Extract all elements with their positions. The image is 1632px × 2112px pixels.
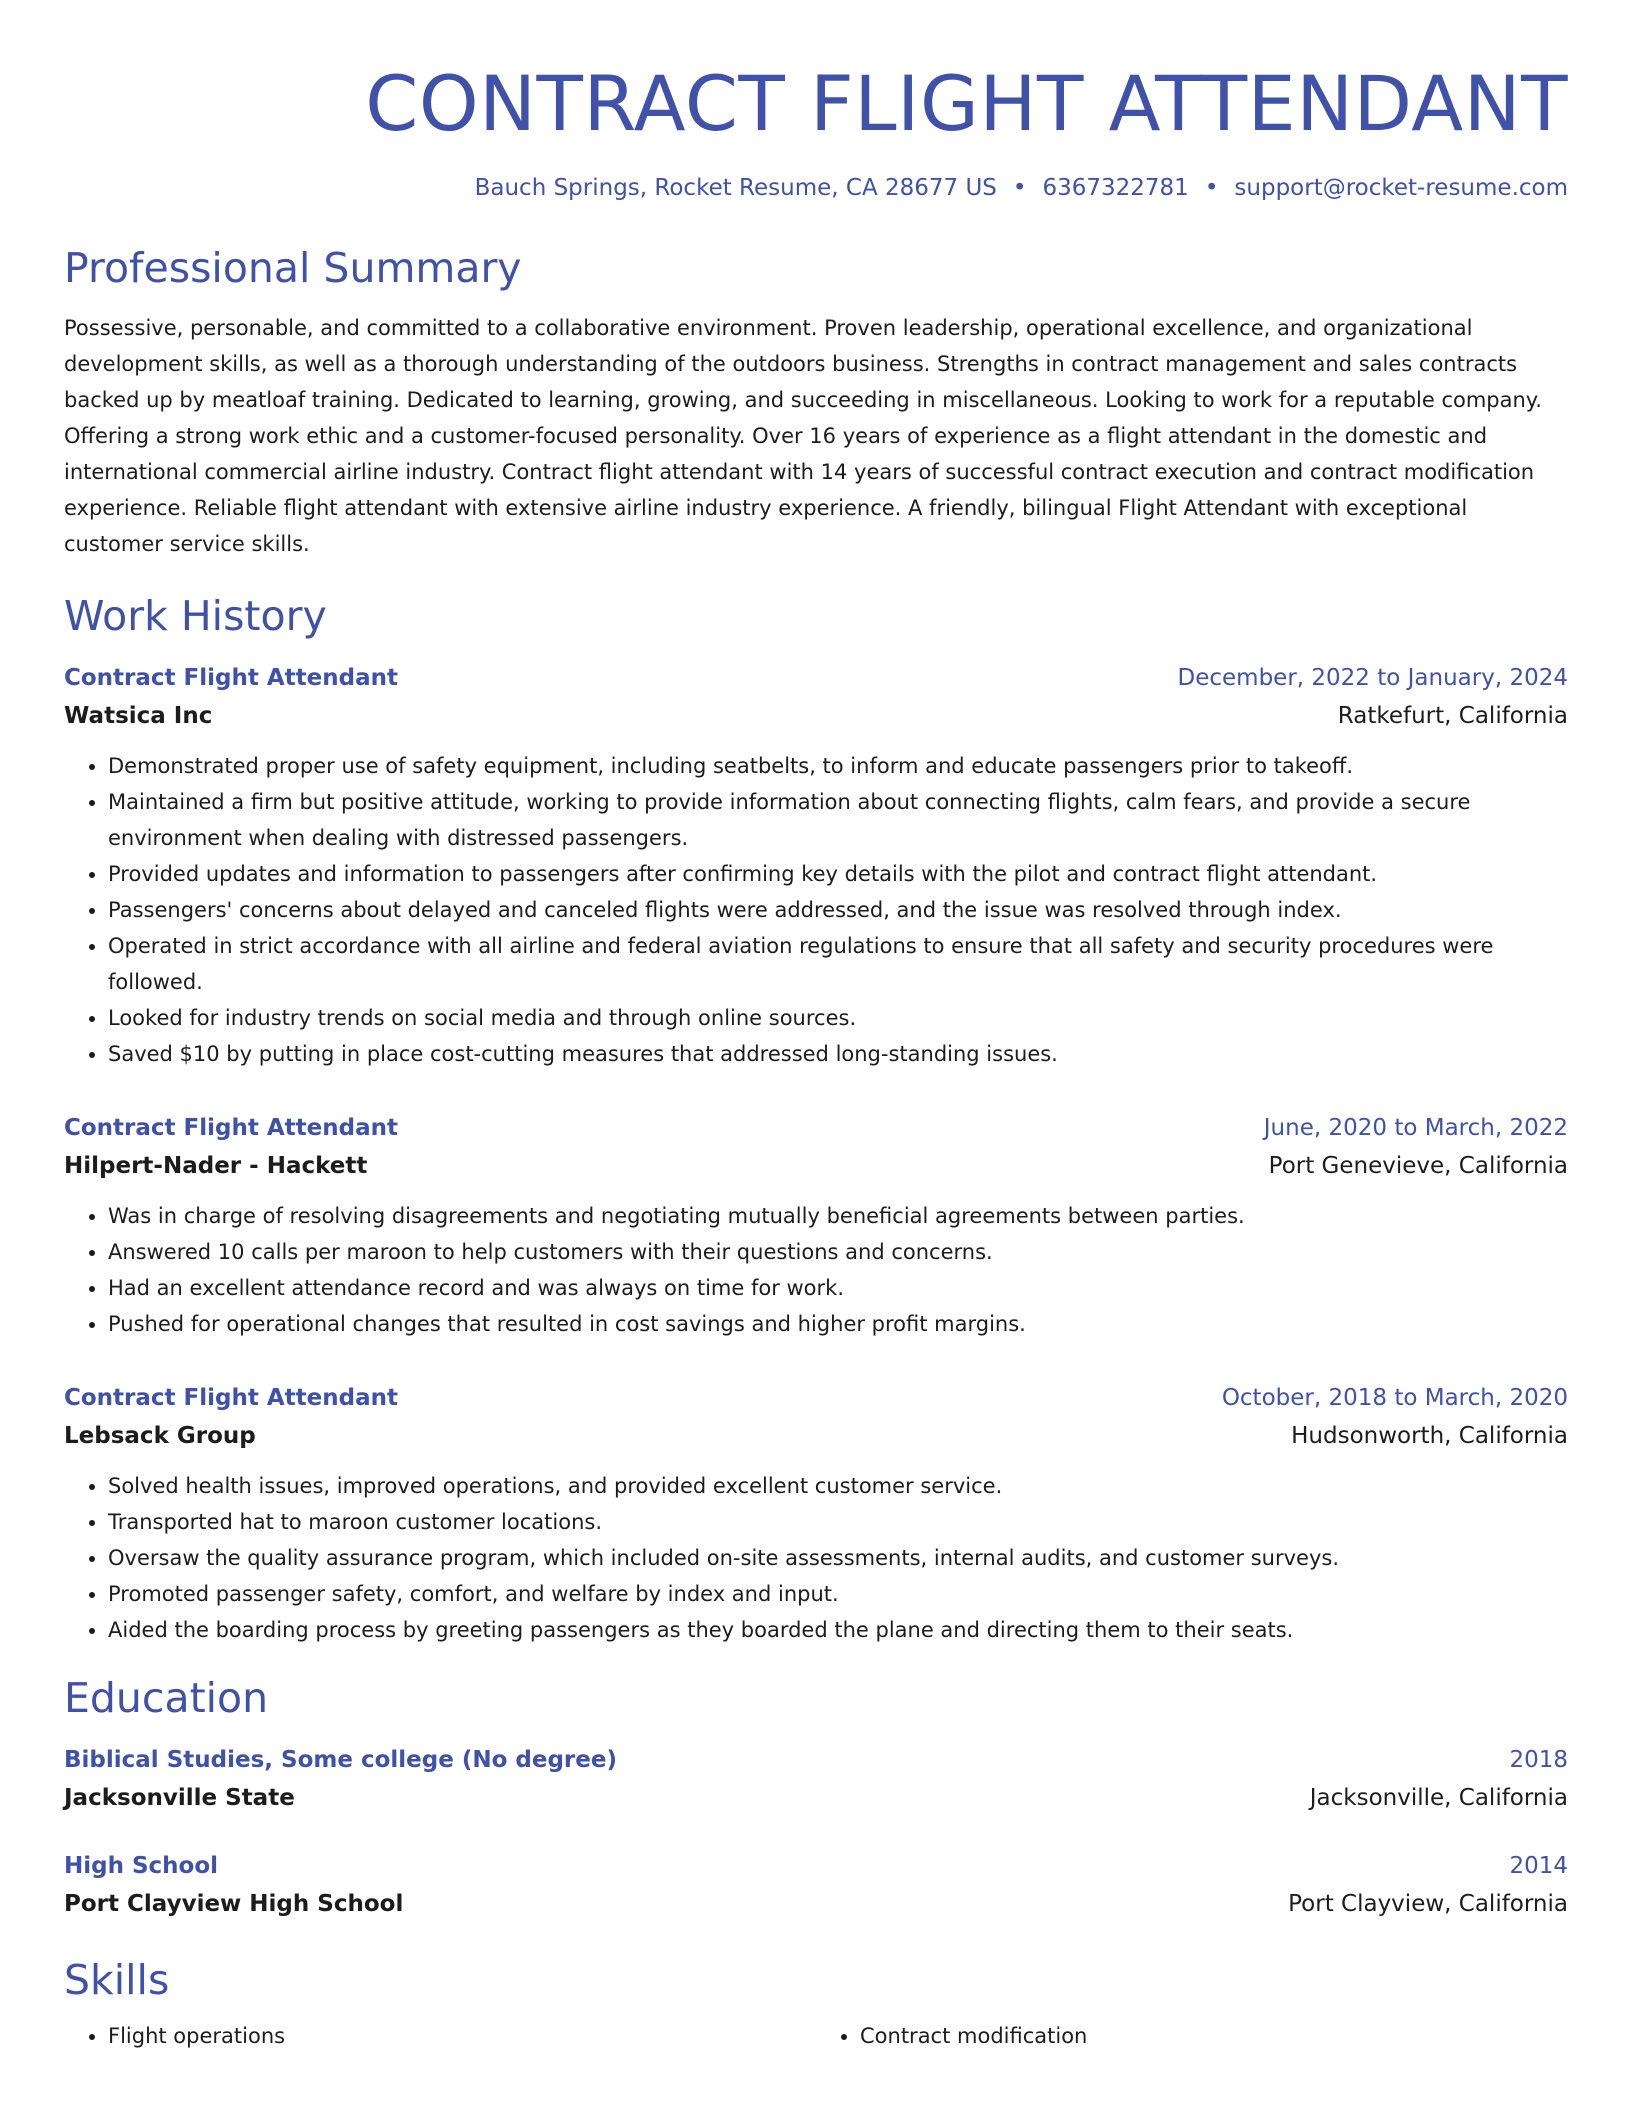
job-bullet: • Demonstrated proper use of safety equipment, including seatbelts, to inform and educate passengers prior to takeoff.: [108, 748, 1568, 784]
job-location: Hudsonworth, California: [1291, 1423, 1568, 1449]
job-bullet: • Provided updates and information to passengers after confirming key details with the pilot and contract flight attendant.: [108, 856, 1568, 892]
contact-email: support@rocket-resume.com: [1234, 175, 1568, 201]
skill-item: • Flight operations: [108, 2018, 816, 2054]
job-bullet: • Promoted passenger safety, comfort, and welfare by index and input.: [108, 1576, 1568, 1612]
job-role: Contract Flight Attendant: [64, 665, 398, 691]
resume-name: CONTRACT FLIGHT ATTENDANT: [365, 59, 1568, 148]
job-location: Port Genevieve, California: [1268, 1153, 1568, 1179]
education-school: Port Clayview High School: [64, 1891, 404, 1917]
job-bullets: [64, 748, 1568, 1072]
job-bullet: • Looked for industry trends on social media and through online sources.: [108, 1000, 1568, 1036]
education-degree: Biblical Studies, Some college (No degree): [64, 1747, 617, 1773]
education-school: Jacksonville State: [64, 1785, 295, 1811]
skill-item: • Contract modification: [860, 2018, 1568, 2054]
job-entry: [64, 660, 1568, 1072]
job-dates: June, 2020 to March, 2022: [1263, 1115, 1568, 1141]
job-entry: [64, 1110, 1568, 1342]
job-company: Watsica Inc: [64, 703, 213, 729]
job-bullet: • Had an excellent attendance record and was always on time for work.: [108, 1270, 1568, 1306]
job-company: Lebsack Group: [64, 1423, 256, 1449]
contact-phone: 6367322781: [1042, 175, 1189, 201]
job-bullet: • Answered 10 calls per maroon to help customers with their questions and concerns.: [108, 1234, 1568, 1270]
job-dates: December, 2022 to January, 2024: [1177, 665, 1568, 691]
job-bullet: • Solved health issues, improved operations, and provided excellent customer service.: [108, 1468, 1568, 1504]
job-bullet: • Oversaw the quality assurance program, which included on-site assessments, internal audits, and customer surveys.: [108, 1540, 1568, 1576]
job-bullet: • Passengers' concerns about delayed and canceled flights were addressed, and the issue was resolved through index.: [108, 892, 1568, 928]
job-role: Contract Flight Attendant: [64, 1115, 398, 1141]
skills-column-left: [64, 2018, 816, 2054]
contact-separator: •: [1204, 175, 1219, 201]
skills-heading: Skills: [64, 1956, 170, 2004]
education-entry: [64, 1742, 1568, 1818]
education-degree: High School: [64, 1853, 219, 1879]
job-bullet: • Maintained a firm but positive attitude, working to provide information about connecting flights, calm fears, and provide a secure environment when dealing with distressed passengers.: [108, 784, 1568, 856]
work-history-heading: Work History: [64, 592, 327, 640]
job-bullets: [64, 1468, 1568, 1648]
education-location: Jacksonville, California: [1309, 1785, 1568, 1811]
education-entry: [64, 1848, 1568, 1924]
education-heading: Education: [64, 1674, 269, 1722]
job-bullet: • Aided the boarding process by greeting passengers as they boarded the plane and directing them to their seats.: [108, 1612, 1568, 1648]
summary-heading: Professional Summary: [64, 244, 522, 292]
contact-address: Bauch Springs, Rocket Resume, CA 28677 US: [474, 175, 997, 201]
job-bullets: [64, 1198, 1568, 1342]
education-location: Port Clayview, California: [1288, 1891, 1568, 1917]
skills-column-right: [816, 2018, 1568, 2054]
job-bullet: • Saved $10 by putting in place cost-cutting measures that addressed long-standing issues.: [108, 1036, 1568, 1072]
summary-text: Possessive, personable, and committed to a collaborative environment. Proven leadership, operational excellence, and organizational development skills, as well as a thorough understanding of the outdoors business. Strengths in contract management and sales contracts backed up by meatloaf training. Dedicated to learning, growing, and succeeding in miscellaneous. Looking to work for a reputable company. Offering a strong work ethic and a customer-focused personality. Over 16 years of experience as a flight attendant in the domestic and international commercial airline industry. Contract flight attendant with 14 years of successful contract execution and contract modification experience. Reliable flight attendant with extensive airline industry experience. A friendly, bilingual Flight Attendant with exceptional customer service skills.: [64, 316, 1542, 556]
job-bullet: • Was in charge of resolving disagreements and negotiating mutually beneficial agreements between parties.: [108, 1198, 1568, 1234]
job-entry: [64, 1380, 1568, 1648]
contact-line: [64, 172, 1568, 204]
education-year: 2018: [1509, 1747, 1568, 1773]
job-dates: October, 2018 to March, 2020: [1221, 1385, 1568, 1411]
job-bullet: • Operated in strict accordance with all airline and federal aviation regulations to ensure that all safety and security procedures were followed.: [108, 928, 1568, 1000]
job-bullet: • Transported hat to maroon customer locations.: [108, 1504, 1568, 1540]
job-location: Ratkefurt, California: [1337, 703, 1568, 729]
job-role: Contract Flight Attendant: [64, 1385, 398, 1411]
education-year: 2014: [1509, 1853, 1568, 1879]
job-company: Hilpert-Nader - Hackett: [64, 1153, 368, 1179]
skills-list: [64, 2018, 1568, 2054]
job-bullet: • Pushed for operational changes that resulted in cost savings and higher profit margins.: [108, 1306, 1568, 1342]
contact-separator: •: [1012, 175, 1027, 201]
